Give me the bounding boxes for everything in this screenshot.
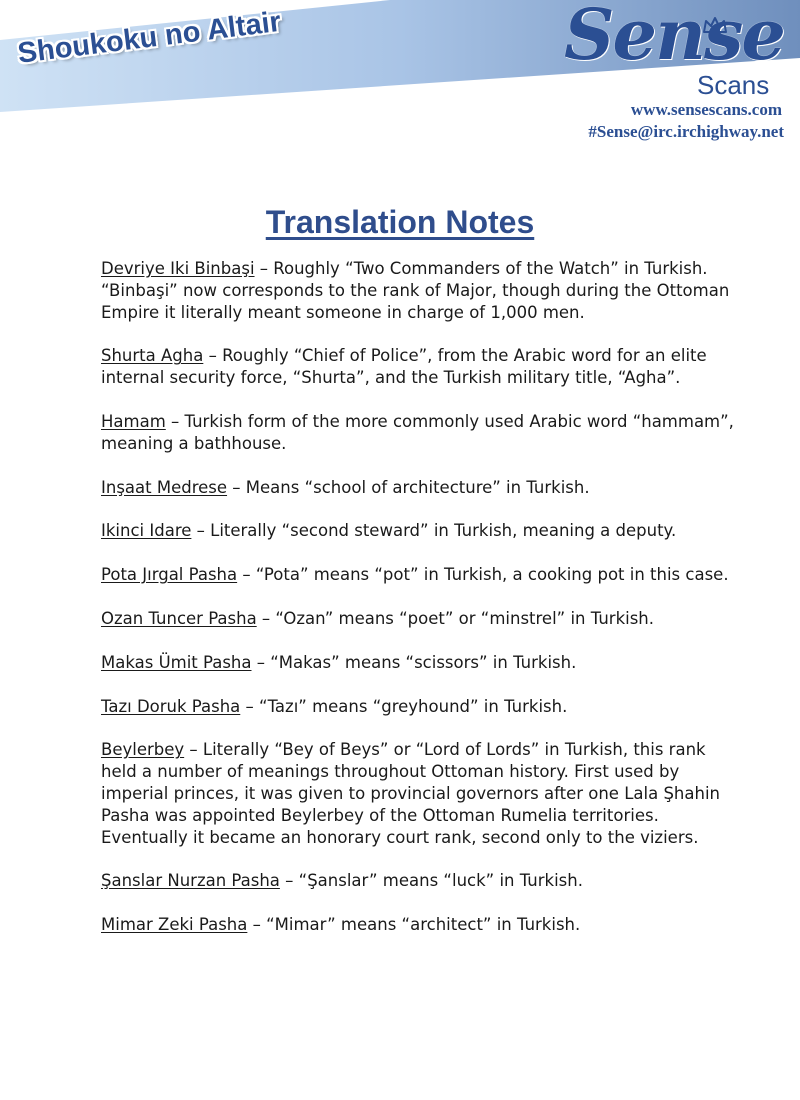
logo-subtitle: Scans	[697, 70, 770, 100]
note-text: – “Makas” means “scissors” in Turkish.	[251, 652, 577, 672]
note-text: – “Mimar” means “architect” in Turkish.	[247, 915, 581, 935]
note-item	[101, 564, 741, 586]
note-text: – Literally “second steward” in Turkish, meaning a deputy.	[191, 521, 677, 541]
note-term: Ozan Tuncer Pasha	[101, 608, 257, 628]
note-term: Shurta Agha	[101, 346, 204, 366]
note-item	[101, 345, 741, 389]
crown-icon	[702, 16, 728, 34]
note-item	[101, 477, 741, 499]
note-term: Makas Ümit Pasha	[101, 652, 252, 672]
note-term: Tazı Doruk Pasha	[101, 696, 241, 716]
note-text: – Roughly “Chief of Police”, from the Arabic word for an elite internal security force, “Shurta”, and the Turkish military title, “Agha”.	[101, 346, 707, 388]
note-item	[101, 739, 741, 848]
note-item	[101, 870, 741, 892]
logo-wordmark: Sense	[564, 0, 784, 76]
note-item	[101, 411, 741, 455]
note-item	[101, 652, 741, 674]
notes-list	[101, 258, 741, 958]
note-term: Inşaat Medrese	[101, 477, 228, 497]
note-text: – “Tazı” means “greyhound” in Turkish.	[240, 696, 568, 716]
note-item	[101, 696, 741, 718]
note-item	[101, 258, 741, 323]
note-term: Şanslar Nurzan Pasha	[101, 871, 280, 891]
note-text: – Roughly “Two Commanders of the Watch” in Turkish. “Binbaşi” now corresponds to the rank of Major, though during the Ottoman Empire it literally meant someone in charge of 1,000 men.	[101, 259, 730, 322]
series-title: Shoukoku no Altair	[15, 5, 283, 70]
note-text: – Means “school of architecture” in Turkish.	[227, 477, 590, 497]
site-url: www.sensescans.com	[630, 100, 782, 119]
note-term: Mimar Zeki Pasha	[101, 915, 248, 935]
page-title	[0, 203, 800, 241]
note-term: Hamam	[101, 411, 166, 431]
note-item	[101, 914, 741, 936]
note-text: – Turkish form of the more commonly used Arabic word “hammam”, meaning a bathhouse.	[101, 411, 734, 453]
note-text: – “Pota” means “pot” in Turkish, a cooking pot in this case.	[237, 565, 729, 585]
note-item	[101, 608, 741, 630]
irc-channel: #Sense@irc.irchighway.net	[588, 122, 784, 141]
page-title-text: Translation Notes	[265, 204, 535, 240]
note-item	[101, 520, 741, 542]
note-term: Beylerbey	[101, 740, 185, 760]
note-text: – “Şanslar” means “luck” in Turkish.	[279, 871, 583, 891]
note-term: Devriye Iki Binbaşi	[101, 259, 255, 278]
note-term: Pota Jırgal Pasha	[101, 565, 238, 585]
note-text: – Literally “Bey of Beys” or “Lord of Lords” in Turkish, this rank held a number of meanings throughout Ottoman history. First used by imperial princes, it was given to provincial governors after one Lala Şhahin Pasha was appointed Beylerbey of the Ottoman Rumelia territories. Eventually it became an honorary court rank, second only to the viziers.	[101, 740, 720, 847]
note-term: Ikinci Idare	[101, 521, 192, 541]
note-text: – “Ozan” means “poet” or “minstrel” in Turkish.	[256, 608, 655, 628]
